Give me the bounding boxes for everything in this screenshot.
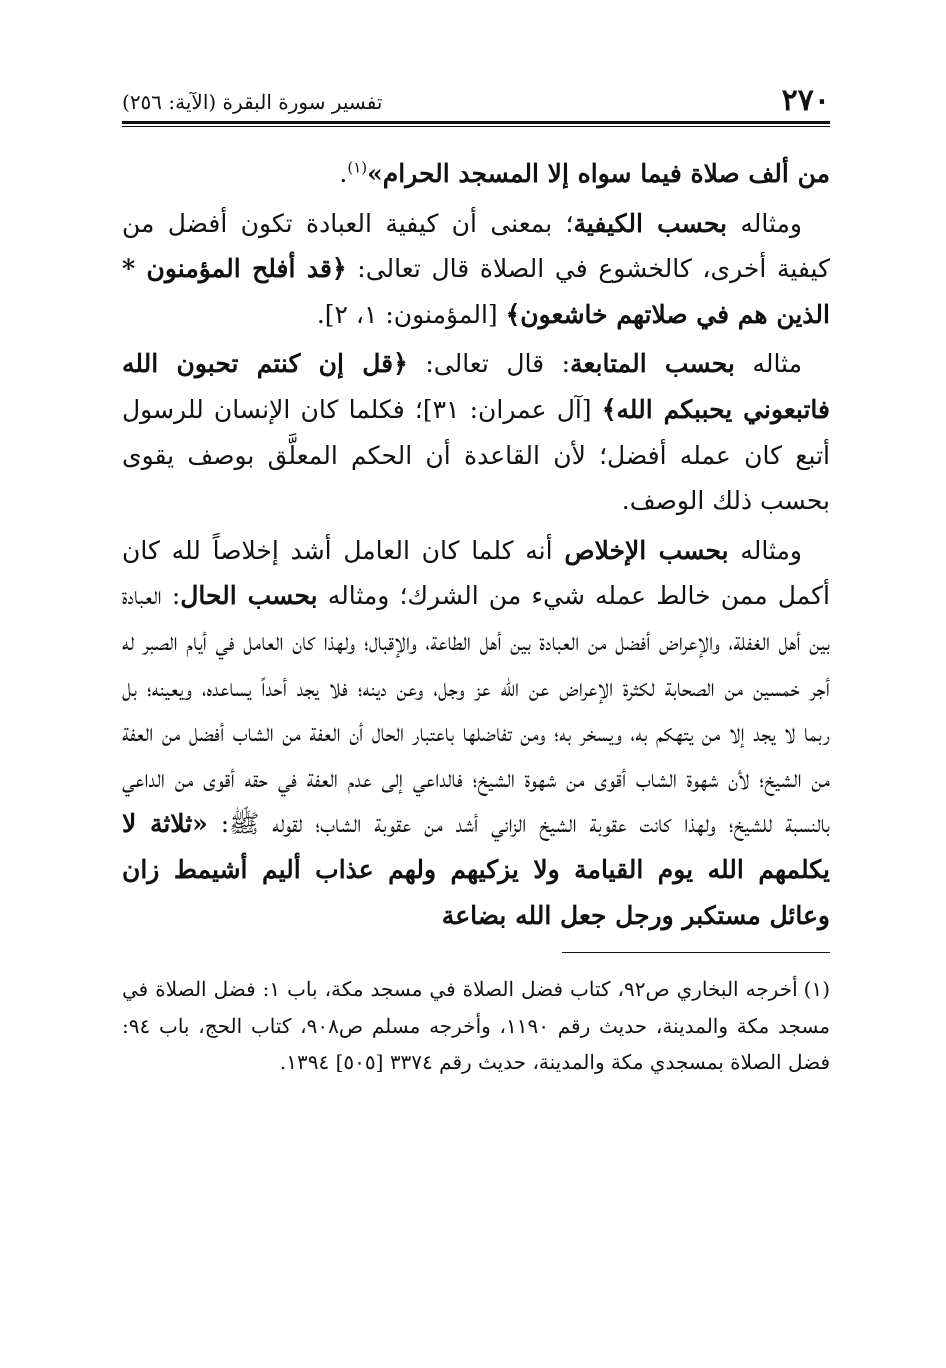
bold-term: بحسب الحال	[180, 581, 318, 611]
footnote-separator	[562, 952, 830, 953]
text-run: مثاله	[734, 349, 802, 379]
verse-reference: [المؤمنون: ١، ٢].	[316, 299, 506, 329]
text-run: ومثاله	[727, 208, 802, 238]
text-run: : قال تعالى:	[407, 349, 571, 379]
footnote-text: أخرجه البخاري ص٩٢، كتاب فضل الصلاة في مسجد مكة، باب ١: فضل الصلاة في مسجد مكة والمدينة، حديث رقم ١١٩٠، وأخرجه مسلم ص٩٠٨، كتاب الحج، باب ٩٤: فضل الصلاة بمسجدي مكة والمدينة، حديث رقم ٣٣٧٤ [٥٠٥] ١٣٩٤.	[122, 977, 830, 1075]
period: .	[339, 159, 348, 188]
paragraph-2	[122, 201, 830, 338]
header-rule-thick	[122, 121, 830, 124]
page-number: ٢٧٠	[781, 83, 830, 118]
bold-term: بحسب المتابعة	[570, 349, 735, 379]
running-header	[122, 80, 830, 116]
paragraph-4	[122, 528, 830, 938]
book-page	[122, 80, 830, 1081]
header-rule-thin	[122, 126, 830, 127]
quran-verse: ﴿قد أفلح المؤمنون * الذين هم في صلاتهم خاشعون﴾	[122, 254, 830, 329]
hadith-quote: «ثلاثة لا يكلمهم الله يوم القيامة ولا يزكيهم ولهم عذاب أليم أشيمط زان وعائل مستكبر ورجل جعل الله بضاعة	[122, 809, 830, 930]
footnote-marker: (١)	[803, 977, 831, 1002]
text-run: أنه كلما كان العامل أشد إخلاصاً لله كان أكمل ممن خالط عمله شيء من الشرك؛ ومثاله	[122, 535, 830, 611]
footnote-reference: (١)	[347, 158, 368, 177]
text-run: : العبادة بين أهل الغفلة، والإعراض أفضل من العبادة بين أهل الطاعة، والإقبال؛ ولهذا كان العامل في أيام الصبر له أجر خمسين من الصحابة لكثرة الإعراض عن الله عز وجل، وعن دينه؛ فلا يجد أحداً يساعده، ويعينه؛ بل ربما لا يجد إلا من يتهكم به، ويسخر به؛ ومن تفاضلها باعتبار الحال أن العفة من الشاب أفضل من العفة من الشيخ؛ لأن شهوة الشاب أقوى من شهوة الشيخ؛ فالداعي إلى عدم العفة في حقه أقوى من الداعي بالنسبة للشيخ؛ ولهذا كانت عقوبة الشيخ الزاني أشد من عقوبة الشاب؛ لقوله ﷺ:	[122, 581, 830, 839]
text-run: ؛ بمعنى أن كيفية العبادة تكون أفضل من كيفية أخرى، كالخشوع في الصلاة قال تعالى:	[122, 208, 830, 284]
running-title: تفسير سورة البقرة (الآية: ٢٥٦)	[122, 90, 383, 114]
paragraph-1	[122, 151, 830, 197]
bold-term: بحسب الإخلاص	[564, 535, 729, 565]
text-run: ومثاله	[728, 535, 803, 565]
paragraph-3	[122, 341, 830, 523]
main-text	[122, 151, 830, 938]
quote-continuation: من ألف صلاة فيما سواه إلا المسجد الحرام»	[367, 159, 830, 188]
bold-term: بحسب الكيفية	[573, 208, 728, 238]
footnote	[122, 971, 830, 1081]
text-run: [آل عمران: ٣١]؛ فكلما كان الإنسان للرسول أتبع كان عمله أفضل؛ لأن القاعدة أن الحكم المعلَّق بوصف يقوى بحسب ذلك الوصف.	[122, 394, 830, 516]
quran-verse: ﴿قل إن كنتم تحبون الله فاتبعوني يحببكم الله﴾	[122, 349, 830, 424]
